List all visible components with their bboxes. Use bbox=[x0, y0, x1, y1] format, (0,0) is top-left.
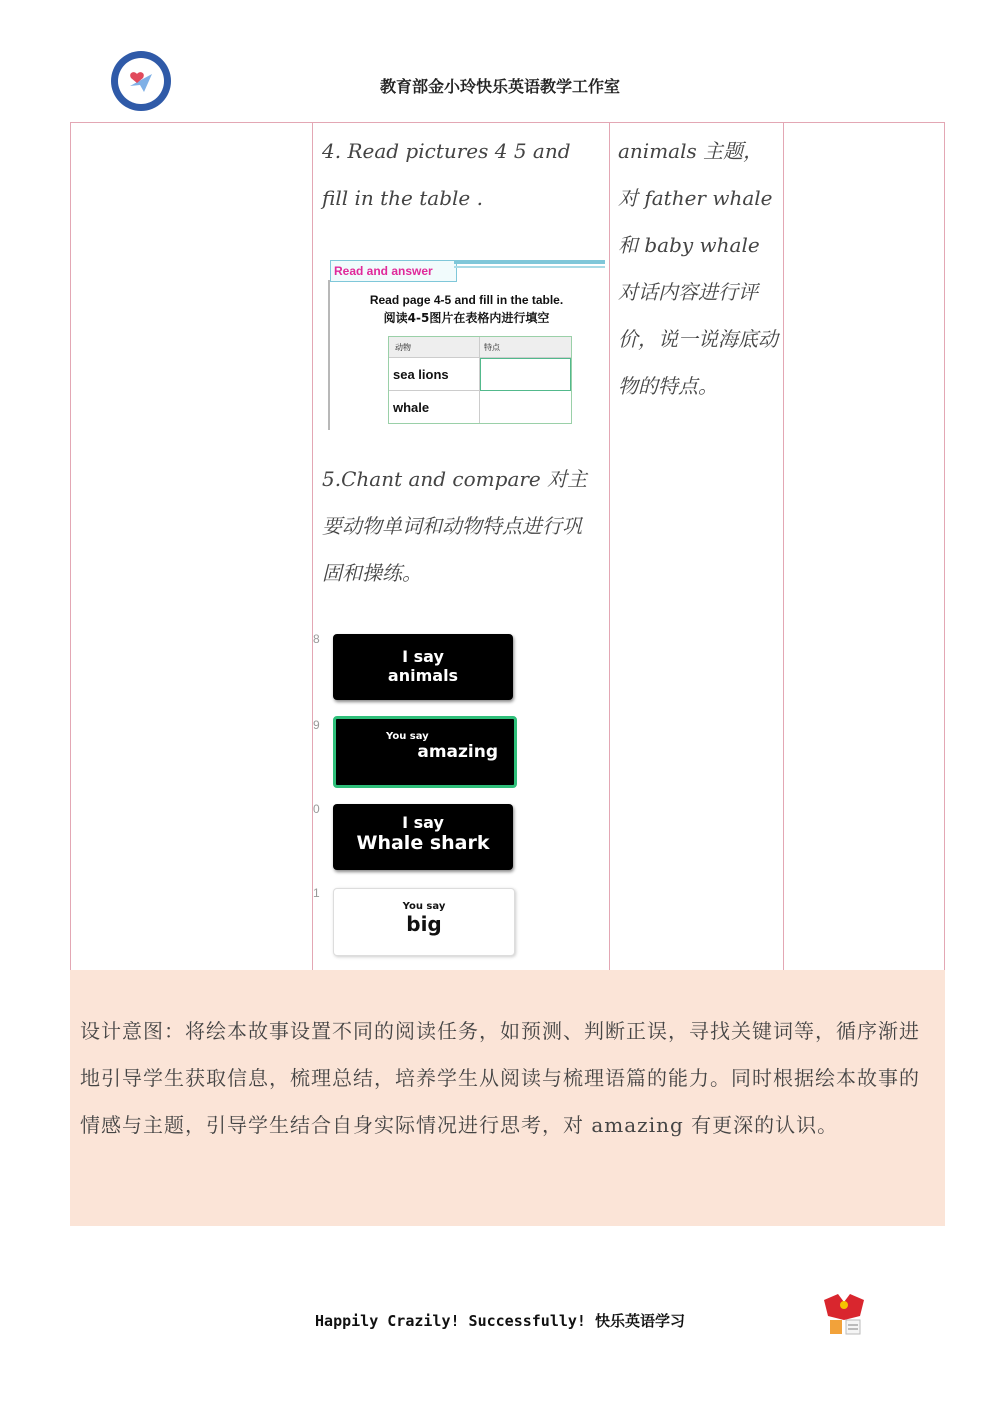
header-title: 教育部金小玲快乐英语教学工作室 bbox=[379, 77, 620, 96]
card-small-text: I say bbox=[402, 813, 444, 832]
fill-in-table bbox=[388, 336, 572, 424]
screenshot-instruction-en: Read page 4-5 and fill in the table. bbox=[369, 293, 564, 307]
screenshot-tab: Read and answer bbox=[330, 260, 457, 282]
footer-slogan: Happily Crazily! Successfully! 快乐英语学习 bbox=[315, 1312, 685, 1330]
tab-bar-thin bbox=[454, 266, 605, 268]
table-border-top bbox=[70, 122, 945, 123]
table-border-right bbox=[944, 122, 945, 970]
slide-number: 8 bbox=[313, 632, 320, 646]
row-sea-lions: sea lions bbox=[393, 367, 449, 382]
col-feature-header: 特点 bbox=[484, 343, 500, 352]
table-divider-3 bbox=[783, 122, 784, 970]
step-4-text: 4. Read pictures 4 5 and fill in the table . bbox=[322, 139, 571, 210]
card-big-text: Whale shark bbox=[356, 832, 490, 854]
card-small-text: You say bbox=[402, 901, 446, 912]
footer-logo-icon bbox=[818, 1290, 870, 1340]
card-small-text: I say bbox=[402, 647, 444, 666]
screenshot-instruction-zh: 阅读4-5图片在表格内进行填空 bbox=[383, 311, 550, 325]
read-and-answer-screenshot bbox=[328, 258, 605, 434]
fill-table-header bbox=[389, 337, 571, 357]
card-big-text: animals bbox=[387, 666, 459, 685]
fill-table-selected-cell bbox=[480, 358, 571, 391]
chant-card-whale-shark bbox=[333, 804, 513, 870]
row-whale: whale bbox=[393, 400, 430, 415]
slide-number: 0 bbox=[313, 802, 320, 816]
card-small-text: You say bbox=[386, 731, 429, 742]
table-divider-2 bbox=[609, 122, 610, 970]
slide-number: 1 bbox=[313, 886, 320, 900]
slide-number: 9 bbox=[313, 718, 320, 732]
table-divider-1 bbox=[312, 122, 313, 970]
evaluation-text: animals 主题，对 father whale 和 baby whale 对话内容进行评价，说一说海底动物的特点。 bbox=[618, 139, 778, 398]
design-intent-text: 设计意图：将绘本故事设置不同的阅读任务，如预测、判断正误，寻找关键词等，循序渐进地引导学生获取信息，梳理总结，培养学生从阅读与梳理语篇的能力。同时根据绘本故事的情感与主题，引导学生结合自身实际情况进行思考，对 amazing 有更深的认识。 bbox=[80, 1019, 920, 1137]
card-big-text: amazing bbox=[417, 742, 498, 762]
col-animal-header: 动物 bbox=[395, 343, 411, 352]
step-5-text: 5.Chant and compare 对主要动物单词和动物特点进行巩固和操练。 bbox=[322, 467, 588, 585]
tab-bar bbox=[454, 260, 605, 264]
card-big-text: big bbox=[406, 912, 442, 936]
chant-card-amazing bbox=[333, 716, 517, 788]
chant-card-animals bbox=[333, 634, 513, 700]
table-border-left bbox=[70, 122, 71, 970]
chant-card-big bbox=[333, 888, 515, 956]
